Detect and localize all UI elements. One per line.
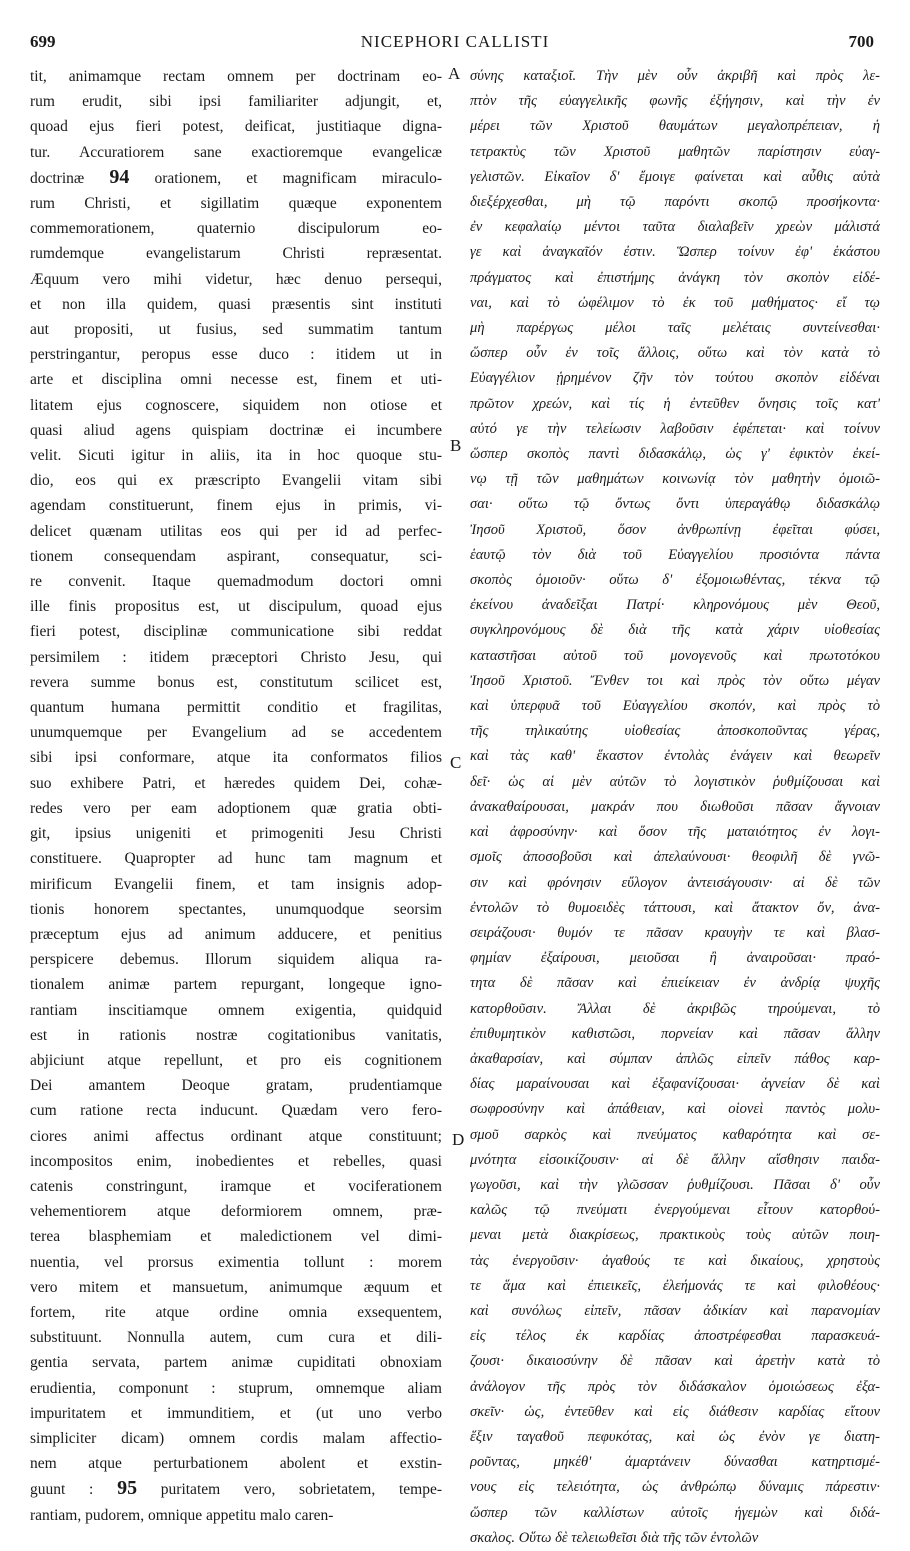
greek-text-line: καὶ ἀφροσύνην· καὶ ὅσον τῆς ματαιότητος ἐν λογι- [470, 824, 880, 841]
greek-text-line: διεξέρχεσθαι, μὴ τῷ παρόντι σκοπῷ προσήκοντα· [470, 194, 880, 211]
greek-text-line: σκαλος. Οὕτω δὲ τελειωθεῖσι διὰ τῆς τῶν ἐντολῶν [470, 1529, 759, 1546]
latin-text-line: præceptum ejus ad animum adducere, et penitius [30, 925, 442, 943]
greek-text-line: ἑαυτῷ τὸν διὰ τοῦ Εὐαγγελίου προσιόντα πάντα [470, 546, 880, 563]
latin-text-line: tionis honorem spectantes, unumquodque seorsim [30, 900, 442, 918]
page-number-left: 699 [30, 32, 56, 51]
greek-text-line: εἰς τέλος ἐκ καρδίας ἀποστρέφεσθαι παρασκευά- [470, 1328, 880, 1345]
page-number-right: 700 [848, 32, 874, 51]
latin-text-line: unumquemque per Evangelium ad se accedentem [30, 724, 442, 742]
greek-text-line: συγκληρονόμους δὲ διὰ τῆς κατὰ χάριν υἱοθεσίας [470, 622, 880, 639]
greek-text-line: κατορθοῦσιν. Ἄλλαι δὲ ἀκριβῶς τηρούμεναι, τὸ [470, 1000, 880, 1017]
latin-text-line: doctrinæ 94 orationem, et magnificam miraculo- [30, 165, 442, 188]
latin-text-line: gentia servata, partem animæ cupiditati obnoxiam [30, 1354, 442, 1372]
latin-text-line: quantum humana permittit conditio et fragilitas, [30, 699, 442, 717]
greek-text-line: νους εἰς τελειότητα, ὡς ἀνθρώπῳ δύναμις πάρεστιν· [470, 1479, 880, 1496]
greek-text-line: μεναι μετὰ διακρίσεως, πρακτικοὺς τοὺς αὐτῶν ποιη- [470, 1227, 880, 1244]
latin-text-line: tionem consequendam aspirant, consequatur, sci- [30, 547, 442, 565]
greek-text-line: νῳ τῇ τῶν μαθημάτων κοινωνίᾳ τὸν μαθητὴν ὁμοιῶ- [470, 471, 880, 488]
greek-text-line: σειράζουσι· θυμόν τε πᾶσαν κραυγὴν τε καὶ βλασ- [470, 924, 880, 941]
latin-text-line: erudientia, componunt : stuprum, omnemque aliam [30, 1379, 442, 1397]
greek-text-line: σκεῖν· ὡς, ἐντεῦθεν καὶ εἰς διάθεσιν καρδίας εἴτουν [470, 1403, 880, 1420]
latin-text-line: nem atque perturbationem abolent et exstin- [30, 1455, 442, 1473]
latin-text-line: tit, animamque rectam omnem per doctrinam eo- [30, 68, 442, 85]
greek-text-line: καταστῆσαι αὐτοῦ τοῦ μονογενοῦς καὶ πρωτοτόκου [470, 647, 880, 664]
latin-text-line: arte et disciplina omni necesse est, finem et uti- [30, 371, 442, 389]
greek-text-line: πτὸν τῆς εὐαγγελικῆς φωνῆς ἐξήγησιν, καὶ τὴν ἐν [470, 93, 880, 110]
greek-text-line: ἐν κεφαλαίῳ μέντοι ταῦτα διαλαβεῖν χρεὼν μάλιστά [470, 219, 880, 236]
latin-text-line: dio, eos qui ex præscripto Evangelii vitam sibi [30, 472, 442, 490]
latin-text-line: quasi aliud agens quispiam doctrinæ ei incumbere [30, 421, 442, 439]
latin-text-line: vero mitem et mansuetum, animumque æquum et [30, 1278, 442, 1296]
column-number-marker: 95 [117, 1477, 138, 1500]
greek-text-line: σιν καὶ φρόνησιν εὔλογον ἀντεισάγουσιν· αἱ δὲ τῶν [470, 874, 880, 891]
column-number-marker: 94 [109, 165, 130, 188]
greek-text-line: τῆς τηλικαύτης υἱοθεσίας ἀποσκοποῦντας γέρας, [470, 723, 880, 740]
greek-text-line: τε ἅμα καὶ ἐπιεικεῖς, ἐλεήμονάς τε καὶ φιλοθέους· [470, 1277, 880, 1294]
greek-text-line: αὐτό γε τὴν τελείωσιν λαβοῦσιν ἐφέπεται· καὶ τοίνυν [470, 420, 880, 437]
latin-text-line: cum ratione recta inducunt. Quædam vero fero- [30, 1102, 442, 1120]
latin-text-line: impuritatem et immunditiem, et (ut uno verbo [30, 1404, 442, 1422]
greek-text-line: σκοπὸς ὁμοιοῦν· οὕτω δ' ἐξομοιωθέντας, τέκνα τῷ [470, 572, 880, 589]
greek-text-line: τετρακτὺς τῶν Χριστοῦ μαθητῶν παρίστησιν εὐαγ- [470, 143, 880, 160]
greek-text-line: ἀνακαθαίρουσαι, μακράν που διωθοῦσι πᾶσαν ἄγνοιαν [470, 798, 880, 815]
greek-text-line: ζουσι· δικαιοσύνην δὲ πᾶσαν καὶ ἀρετὴν κατὰ τὸ [470, 1353, 880, 1370]
greek-text-line: γε καὶ ἀναγκαῖόν ἐστιν. Ὥσπερ τοίνυν ἐφ' ἑκάστου [470, 244, 880, 261]
latin-text-line: et non illa quidem, quasi præsentis sint instituti [30, 295, 442, 313]
greek-text-line: πρῶτον χρεών, καὶ τίς ἡ ἐντεῦθεν ὄνησις τοῖς κατ' [470, 395, 880, 412]
greek-text-line: ἕξιν ταγαθοῦ πεφυκότας, καὶ ὡς ἐνὸν γε διατη- [470, 1428, 880, 1445]
greek-text-line: Ἰησοῦ Χριστοῦ. Ἔνθεν τοι καὶ πρὸς τὸν οὕτω μέγαν [470, 672, 880, 689]
greek-text-line: ἐκείνου ἀναδεῖξαι Πατρί· κληρονόμους μὲν Θεοῦ, [470, 597, 880, 614]
greek-text-line: σωφροσύνην καὶ ἀπάθειαν, καὶ οἱονεὶ παντὸς μολυ- [470, 1101, 880, 1118]
latin-text-line: quoad ejus fieri potest, deificat, justitiaque digna- [30, 118, 442, 136]
latin-text-line: perstringantur, peropus esse duco : itidem ut in [30, 346, 442, 364]
greek-text-line: σμοῖς ἀποσοβοῦσι καὶ ἀπελαύνουσι· θεοφιλῆ δὲ γνῶ- [470, 849, 880, 866]
margin-letter-d: D [452, 1130, 465, 1149]
latin-text-line: Æquum vero mihi videtur, hæc denuo persequi, [30, 270, 442, 288]
greek-text-line: ὥσπερ οὖν ἐν τοῖς ἄλλοις, οὕτω καὶ τὸν κατὰ τὸ [470, 345, 880, 362]
greek-text-line: ἐπιθυμητικὸν καθιστῶσι, πορνείαν καὶ πᾶσαν ἄλλην [470, 1025, 880, 1042]
latin-text-line: re convenit. Itaque quemadmodum doctori omni [30, 573, 442, 591]
greek-text-line: καὶ ὑπερφυᾶ τοῦ Εὐαγγελίου σκοπόν, καὶ πρὸς τὸ [470, 698, 880, 715]
latin-text-line: rumdemque evangelistarum Christi repræsentat. [30, 245, 442, 263]
margin-letter-a: A [448, 64, 461, 83]
latin-text-line: git, ipsius unigeniti et primogeniti Jesu Christi [30, 825, 442, 843]
greek-text-line: ναι, καὶ τὸ ὠφέλιμον τὸ ἐκ τοῦ μαθήματος· εἴ τῳ [470, 294, 880, 311]
latin-text-line: velit. Sicuti igitur in aliis, ita in hoc quoque stu- [30, 447, 442, 465]
greek-text-line: μέρει τῶν Χριστοῦ θαυμάτων μεγαλοπρέπειαν, ἡ [470, 118, 880, 135]
greek-text-line: τητα δὲ πᾶσαν καὶ ἐπιείκειαν ἐν ἀνδρίᾳ ψυχῆς [470, 975, 880, 992]
running-title: NICEPHORI CALLISTI [360, 32, 550, 51]
latin-text-line: guunt : 95 puritatem vero, sobrietatem, tempe- [30, 1477, 442, 1500]
latin-text-line: delicet quænam utilitas eos qui per id ad perfec- [30, 522, 442, 540]
latin-text-line: fortem, rite atque ordine omnia exsequentem, [30, 1303, 442, 1321]
latin-text-line: incompositos enim, inobedientes et rebelles, quasi [30, 1152, 442, 1170]
latin-text-line: revera summe bonus est, constitutum scilicet est, [30, 673, 442, 691]
latin-text-line: rum erudit, sibi ipsi familiariter adjungit, et, [30, 93, 442, 111]
latin-text-line: Dei amantem Deoque gratam, prudentiamque [30, 1077, 442, 1095]
greek-text-line: καλῶς τῷ πνεύματι ἐνεργούμεναι εἶτουν κατορθού- [470, 1202, 880, 1219]
greek-text-line: δίας μαραίνουσαι καὶ ἐξαφανίζουσαι· ἁγνείαν δὲ καὶ [470, 1076, 880, 1093]
latin-text-line: constituere. Quapropter ad hunc tam magnum et [30, 850, 442, 868]
latin-text-line: ciores animi affectus ordinant atque constituunt; [30, 1127, 442, 1145]
latin-text-line: simpliciter dicam) omnem cordis malam affectio- [30, 1429, 442, 1447]
greek-text-line: ροῦντας, μηκέθ' ἁμαρτάνειν δύνασθαι κατηρτισμέ- [470, 1454, 880, 1471]
greek-text-line: πράγματος καὶ ἐπιστήμης ἀνάγκη τὸν σκοπὸν εἰδέ- [470, 269, 880, 286]
greek-text-line: ἀνάλογον τῆς πρὸς τὸν διδάσκαλον ὁμοιώσεως ἐξα- [470, 1378, 880, 1395]
latin-text-line: aut propositi, ut fusius, sed summatim tantum [30, 321, 442, 339]
greek-column [470, 64, 880, 1551]
greek-text-line: γελιστῶν. Εἰκαῖον δ' ἔμοιγε φαίνεται καὶ αὖθις αὐτὰ [470, 168, 880, 185]
latin-text-line: sibi ipsi conformare, atque ita conformatos filios [30, 749, 442, 767]
latin-text-line: terea blasphemiam et maledictionem vel dimi- [30, 1228, 442, 1246]
latin-text-line: fieri potest, disciplinæ communicatione sibi reddat [30, 623, 442, 641]
greek-text-line: Εὐαγγέλιον ᾑρημένον ζῆν τὸν τούτου σκοπὸν εἰδέναι [470, 370, 880, 387]
greek-text-line: δεῖ· ὡς αἱ μὲν αὐτῶν τὸ λογιστικὸν ῥυθμίζουσαι καὶ [470, 773, 880, 790]
greek-text-line: μὴ παρέργως μέλοι ταῖς μελέταις συντείνεσθαι· [470, 320, 880, 337]
latin-text-line: nuentia, vel prorsus eximentia tollunt : morem [30, 1253, 442, 1271]
latin-text-line: suo exhibere Patri, et hæredes quidem Dei, cohæ- [30, 774, 442, 792]
latin-text-line: perspicere debemus. Illorum siquidem aliqua ra- [30, 951, 442, 969]
greek-text-line: ὥσπερ τῶν καλλίστων αὐτοῖς ἡγεμὼν καὶ διδά- [470, 1504, 880, 1521]
greek-text-line: ὥσπερ σκοπὸς παντὶ διδασκάλῳ, ὡς γ' ἐφικτὸν ἐκεί- [470, 446, 880, 463]
greek-text-line: σμοῦ σαρκὸς καὶ πνεύματος καθαρότητα καὶ σε- [470, 1126, 880, 1143]
latin-text-line: tur. Accuratiorem sane exactioremque evangelicæ [30, 143, 442, 161]
greek-text-line: Ἰησοῦ Χριστοῦ, ὅσον ἀνθρωπίνῃ ἐφεῖται φύσει, [470, 521, 880, 538]
latin-text-line: abjiciunt atque repellunt, et pro eis cognitionem [30, 1051, 442, 1069]
margin-letter-c: C [450, 753, 462, 772]
latin-text-line: redes vero per eam adoptionem quæ gratia obti- [30, 799, 442, 817]
latin-text-line: commemorationem, quaternio discipulorum eo- [30, 220, 442, 238]
latin-text-line: litatem ejus cognoscere, siquidem non otiose et [30, 396, 442, 414]
greek-text-line: ἀκαθαρσίαν, καὶ σύμπαν ἁπλῶς εἰπεῖν πάθος καρ- [470, 1050, 880, 1067]
greek-text-line: σαι· οὕτω τῷ ὄντως ὄντι ὑπεραγάθῳ διδασκάλῳ [470, 496, 880, 513]
latin-text-line: rantiam inscitiamque omnem exigentia, quidquid [30, 1001, 442, 1019]
latin-text-line: catenis constringunt, iramque et vociferationem [30, 1177, 442, 1195]
latin-text-line: mirificum Evangelii finem, et tam insignis adop- [30, 875, 442, 893]
latin-text-line: tionalem animæ partem repurgant, longeque igno- [30, 976, 442, 994]
latin-column [30, 64, 442, 1528]
latin-text-line: substituunt. Nonnulla autem, cum cura et dili- [30, 1329, 442, 1347]
latin-text-line: agendam constituerunt, finem ejus in primis, vi- [30, 497, 442, 515]
latin-text-line: rantiam, pudorem, omnique appetitu malo caren- [30, 1506, 334, 1524]
greek-text-line: γωγοῦσι, καὶ τὴν γλῶσσαν ῥυθμίζουσι. Πᾶσαι δ' οὖν [470, 1176, 880, 1193]
greek-text-line: σύνης καταξιοῖ. Τὴν μὲν οὖν ἀκριβῆ καὶ πρὸς λε- [470, 68, 880, 84]
greek-text-line: φημίαν ἐξαίρουσι, μειοῦσαι ἢ ἀναιροῦσαι· πραό- [470, 950, 880, 967]
greek-text-line: ἐντολῶν τὸ θυμοειδὲς τάττουσι, καὶ ἄτακτον ὄν, ἀνα- [470, 899, 880, 916]
latin-text-line: vehementiorem atque deformiorem omnem, præ- [30, 1203, 442, 1221]
latin-text-line: ille finis propositus est, ut discipulum, quoad ejus [30, 598, 442, 616]
greek-text-line: μνότητα εἰσοικίζουσιν· αἱ δὲ ἄλλην αἴσθησιν παιδα- [470, 1151, 880, 1168]
margin-letter-b: B [450, 436, 462, 455]
latin-text-line: est in rationis nostræ cogitationibus vanitatis, [30, 1026, 442, 1044]
greek-text-line: καὶ συνόλως εἰπεῖν, πᾶσαν ἀδικίαν καὶ παρανομίαν [470, 1302, 880, 1319]
latin-text-line: persimilem : itidem præceptori Christo Jesu, qui [30, 648, 442, 666]
latin-text-line: rum Christi, et sigillatim quæque exponentem [30, 195, 442, 213]
greek-text-line: καὶ τὰς καθ' ἕκαστον ἐντολὰς ἐνάγειν καὶ θεωρεῖν [470, 748, 880, 765]
greek-text-line: τὰς ἐνεργοῦσιν· ἀγαθούς τε καὶ δικαίους, χρηστοὺς [470, 1252, 880, 1269]
